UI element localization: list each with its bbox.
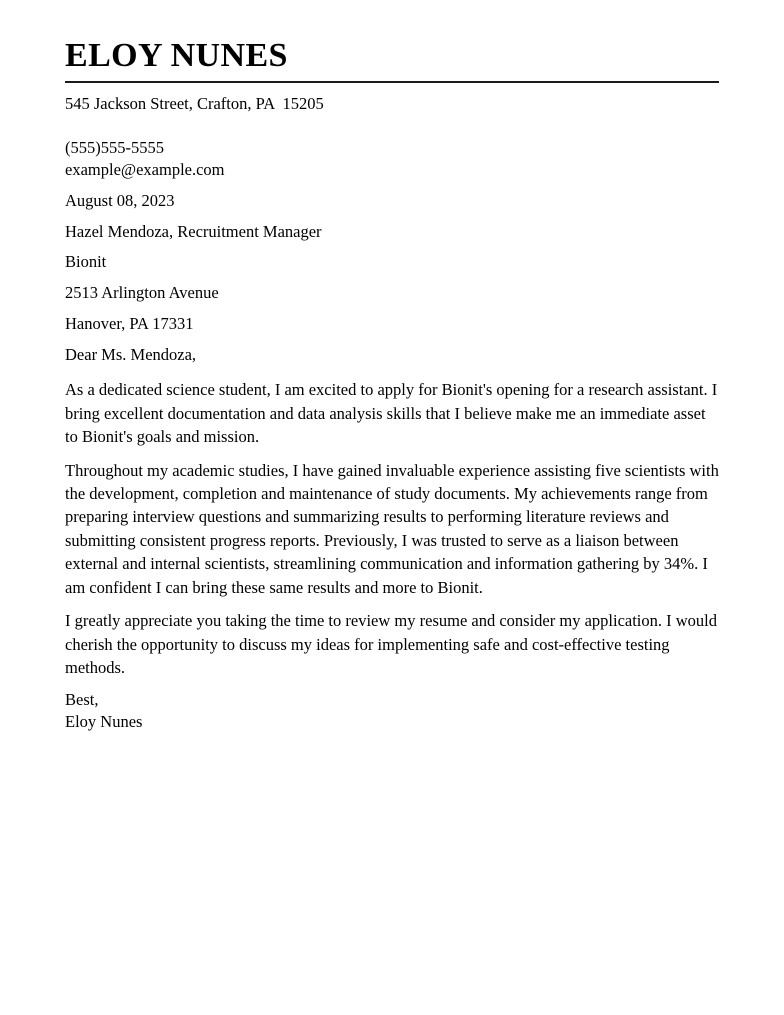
recipient-name-title: Hazel Mendoza, Recruitment Manager [65, 221, 322, 241]
recipient-city-state-zip: Hanover, PA 17331 [65, 313, 194, 333]
sender-address: 545 Jackson Street, Crafton, PA 15205 [65, 94, 324, 114]
letter-content [65, 36, 719, 733]
sender-email: example@example.com [65, 159, 225, 179]
closing-block [65, 689, 719, 733]
contact-block [65, 137, 719, 181]
recipient-street: 2513 Arlington Avenue [65, 283, 219, 303]
signature-name: Eloy Nunes [65, 712, 143, 732]
recipient-company: Bionit [65, 252, 107, 272]
body-paragraph: As a dedicated science student, I am excited to apply for Bionit's opening for a research assistant. I bring excellent documentation and data analysis skills that I believe make me an immediate asset to Bionit's goals and mission. [65, 380, 718, 447]
page-title: ELOY NUNES [65, 37, 288, 74]
header-divider [65, 81, 719, 83]
body-paragraph: Throughout my academic studies, I have gained invaluable experience assisting five scientists with the development, completion and maintenance of study documents. My achievements range from preparing interview questions and summarizing results to performing literature reviews and submitting consistent progress reports. Previously, I was trusted to serve as a liaison between external and internal scientists, streamlining communication and information gathering by 34%. I am confident I can bring these same results and more to Bionit. [65, 460, 719, 597]
body-paragraph: I greatly appreciate you taking the time to review my resume and consider my application. I would cherish the opportunity to discuss my ideas for implementing safe and cost-effective testing methods. [65, 611, 717, 677]
salutation: Dear Ms. Mendoza, [65, 344, 197, 364]
letter-date: August 08, 2023 [65, 190, 175, 210]
sign-off: Best, [65, 690, 99, 710]
sender-phone: (555)555-5555 [65, 138, 164, 158]
